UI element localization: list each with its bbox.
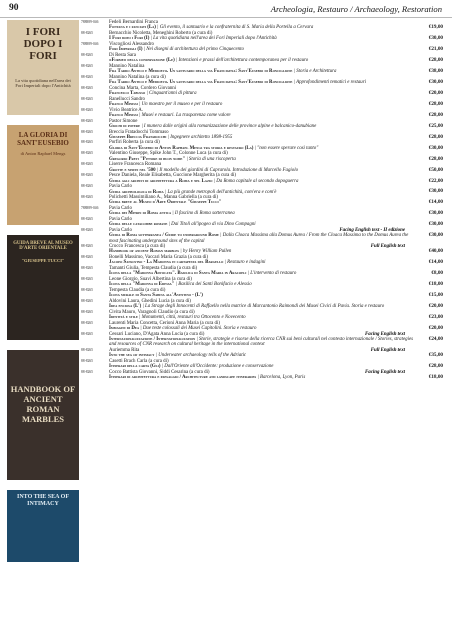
cover-title: INTO THE SEA OF INTIMACY [17,494,69,507]
edition-code: 88-8265 [81,184,93,189]
language-note: Facing English text [365,331,405,337]
edition-code: 88-8265 [81,162,93,167]
entry-description: | Il modello dei giardini di Caprarola. Introduzione di Marcello Fagiolo [155,167,299,173]
edition-code: 88-8265 [81,74,93,79]
catalogue-entry [81,42,443,52]
entry-title: Icona murale di Santa Sabina all'Aventino - (L') [109,293,203,299]
entry-description: | Gli evento, il santuario e la confraternita di S. Maria della Portella a Cervara [155,25,314,31]
entry-description: | Il fascino di Roma sotterranea [171,211,235,217]
catalogue-entry [81,151,443,161]
edition-code: 788889-046 [81,41,99,46]
cover-title: GUIDA BREVE AL MUSEO D'ARTE ORIENTALE [13,241,73,252]
entry-price: €18,00 [428,281,443,288]
entry-title-line [109,146,443,151]
entry-title: Guida breve al Museo d'Arte Orientale "Giuseppe Tucci" [109,200,222,206]
entry-price: €30,00 [428,188,443,195]
edition-code: 88-8265 [81,369,93,374]
book-cover [7,235,79,340]
entry-description: | Storia e Architettura [292,69,337,75]
entry-title-line [109,102,443,107]
entry-title: Immagini di Dea [109,326,140,332]
entry-description: | La più grande metropoli dell'antichità, com'era e com'è [163,189,277,195]
entry-author: Bonelli Massimo, Vaccari Maria Grazia (a cura di) [109,255,209,261]
entry-title-line [109,211,443,216]
entry-title-line [109,337,443,347]
entry-title-line [109,190,443,195]
entry-author: Liserre Francesca Romana [109,162,162,168]
entry-description: | Storia di una riscoperta [185,156,236,162]
entry-description: | Due teste colossali dei Musei Capitolini. Storia e restauro [139,326,257,332]
entry-price: €30,00 [428,232,443,239]
entry-description: | Ingegnere architetto 1898-1955 [166,134,233,140]
catalogue-entry [81,299,443,309]
entry-description: | L'intervento di restauro [246,271,297,277]
entry-price: €50,00 [428,166,443,173]
edition-code: 88-8265 [81,359,93,363]
entry-title-line [109,353,443,358]
entry-price: €22,00 [428,177,443,184]
entry-author: Pastor Simone [109,118,138,124]
entry-title-line [109,249,443,254]
edition-code: 88-8265 [81,228,93,233]
catalogue-entry [81,173,443,183]
entry-author: Tempesta Claudia (a cura di) [109,288,166,294]
entry-title: Gloria di Sant'Eusebio di Anton Raphael Mengs tra storia e restauro (La) [109,145,254,151]
entry-author: Vivio Beatrice A. [109,107,144,113]
entry-title: I Fori dopo i Fori (I) [109,36,150,42]
edition-code: 88-8265 [81,217,93,222]
entry-description: | La vita quotidiana nell'area dei Fori Imperiali dopo l'Antichità [149,36,277,42]
edition-code: 88-8265 [81,107,93,112]
entry-author: Pavia Carlo [109,228,132,234]
catalogue-entry [81,20,443,30]
entry-price: €20,00 [428,89,443,96]
entry-title: Icona della "Madonna Advocata". Basilica di Santa Maria in Aracoeli [109,271,247,277]
entry-title-line [109,233,443,243]
entry-author: Cessari Luciano, D'Agata Anna Lucia (a cura di) [109,331,205,337]
entry-title-line [109,375,443,380]
entry-price: €30,00 [428,210,443,217]
entry-title-line [109,304,443,309]
entry-author: Fedeli Bernardini Franca [109,20,158,25]
edition-code: 88-8265 [81,277,93,282]
catalogue-entry [81,162,443,172]
entry-description: | Nei disegni di architettura del primo Cinquecento [142,47,244,53]
entry-description: | Musei e restauri. La trasparenza come valore [137,112,231,118]
entry-author: Aldovini Laura, Ghedini Lucia (a cura di) [109,299,191,305]
entry-author: Concina Marta, Cordero Giovanni [109,85,177,91]
entry-description: | Dalla Cloaca Massima alla Domus Aurea / From the Cloaca Massima to the Domus Aurea the most fascinating underground sites of the capital [109,233,409,244]
edition-code: 88-8265 [81,255,93,260]
edition-code: 88-8265 [81,348,93,353]
entry-author: Bernacchio Nicoletta, Meneghini Roberto (a cura di) [109,30,213,36]
entry-author: Crocco Francesca (a cura di) [109,244,166,250]
entry-title-line [109,157,443,162]
entry-description: | Underwater archaeology tells of the Adriatic [154,353,247,359]
entry-title: Internazionalizzazione / Internationalization [109,337,196,343]
entry-author: Viscogliosi Alessandro [109,41,154,47]
entry-price: €28,00 [428,111,443,118]
catalogue-entry [81,130,443,140]
entry-author: Pavia Carlo [109,184,132,190]
edition-code: 88-8265 [81,63,93,68]
entry-price: €30,00 [428,144,443,151]
entry-title-line [109,282,443,287]
edition-code: 88-8265 [81,288,93,293]
catalogue-entry [81,370,443,380]
language-note: Facing English text - II edizione [339,228,405,234]
cover-subtitle: "GIUSEPPE TUCCI" [21,258,65,263]
entry-price: €28,00 [428,155,443,162]
entry-title: Guida delle catacombe romane [109,222,168,228]
entry-title-line [109,271,443,276]
language-note: Full English text [370,348,405,354]
entry-price: €40,00 [428,248,443,255]
catalogue-entry [81,288,443,298]
entry-description: | Un maestro per il museo e per il restauro [137,101,223,107]
entry-description: | Basilica dei Santi Bonifacio e Alessio [174,282,252,288]
catalogue-entry [81,255,443,265]
edition-code: 88-8265 [81,320,93,325]
cover-subtitle: La vita quotidiana nell'area dei Fori Imperiali dopo l'Antichità [15,78,71,88]
entry-title: Francesco Tabusso [109,90,146,96]
catalogue-entry [81,195,443,205]
entry-price: €28,00 [428,133,443,140]
entry-price: €14,00 [428,259,443,266]
entry-description: | Barcelona, Lyon, Paris [256,375,306,381]
entry-author: Ranellucci Sandro [109,96,145,102]
entry-price: €14,00 [428,199,443,206]
entry-description: | Dall'Oriente all'Occidente: produzione e conservazione [160,364,274,370]
entry-title-line [109,25,443,30]
entry-price: €38,00 [428,68,443,74]
page-header [0,0,452,18]
entry-title: Fori Imperiali (I) [109,47,143,53]
entry-title: Franco Minissi [109,101,138,107]
entry-title-line [109,135,443,140]
catalogue-entry [81,348,443,358]
entry-description: | Storie, strategie e risorse della ricerca CNR sui beni culturali nel contesto internazionale / Stories, strategies and resources of CNR research on cultural heritage in the international context [109,337,414,348]
entry-title-line [109,36,443,41]
entry-author: Mannino Natalina [109,63,145,69]
catalogue-entry [81,310,443,320]
entry-title: Fra Tardo Antico e Medioevo. Un santuario della via Francigena: Sant'Eusebio di Ronciglione [109,69,293,75]
entry-description: | Da Roma capitale al secondo dopoguerra [212,178,299,184]
entry-title-line [109,113,443,118]
entry-author: Civita Mauro, Varagnoli Claudio (a cura di) [109,309,195,315]
entry-description: | Intenzioni e prassi dell'architettura contemporanea per il restauro [174,58,309,64]
catalogue-entry [81,244,443,254]
entry-description: | La Strage degli Innocenti di Raffaello nella matrice di Marcantonio Raimondi dei Musei Civici di Pavia. Storia e restauro [141,304,385,310]
entry-title: Jacopo Sansovino - La Madonna in cartapesta del Bargello [109,260,224,266]
entry-title: Fontana e i fanciati (La) [109,25,156,31]
catalogue-entry [81,64,443,74]
cover-title: LA GLORIA DI SANT'EUSEBIO [17,131,69,147]
entry-title-line [109,47,443,52]
entry-description: | "non essere sperare così tanto" [253,145,319,151]
entry-price: €30,00 [428,35,443,42]
book-cover [7,125,79,225]
language-note: Facing English text [365,369,405,375]
entry-price: €18,00 [428,374,443,381]
entry-title: Guida archeologica di Roma [109,189,164,195]
entry-price: €25,00 [428,122,443,129]
entry-title-line [109,179,443,184]
catalogue-entry [81,97,443,107]
entry-title: Handbook of ancient Roman marbles [109,249,180,255]
entry-author: Laurenti Maria Concetta, Cerioni Anna Maria (a cura di) [109,320,220,326]
entry-description: | Approfondimenti tematici e restauri [292,79,366,85]
page-number: 90 [9,3,19,13]
entry-title: Idea enciosa (L') [109,304,142,310]
entry-title: Itinerari di architettura e paesaggio / Architecture and landscape itineraries [109,375,257,381]
entry-title: Itinerari della carta (Gli) [109,364,161,370]
entry-title: Grotte e ninfei nel '500 [109,167,156,173]
catalogue-entry [81,31,443,41]
book-cover [7,20,79,115]
entry-price: €28,00 [428,57,443,64]
entry-title: Franco Minissi [109,112,138,118]
catalogue-entry [81,75,443,85]
entry-title-line [109,58,443,63]
catalogue-entry [81,206,443,216]
edition-code: 88-8265 [81,96,93,101]
entry-author: Pavia Carlo [109,217,132,223]
edition-code: 88-8265 [81,129,93,134]
entry-author: Pesce Daniela, Reale Elisabetta, Guccione Margherita (a cura di) [109,173,237,179]
entry-title-line [109,315,443,320]
entry-author: Pavia Carlo [109,206,132,212]
entry-title-line [109,364,443,369]
catalogue-entry [81,266,443,276]
edition-code: 88-8265 [81,195,93,200]
catalogue-entry [81,184,443,194]
edition-code: 88-8265 [81,309,93,314]
entry-title: Guida di Roma sotterranea / Guide to underground Rome [109,233,219,239]
entry-author: Cocco Battista Giovanni, Siddi Cesarina (a cura di) [109,369,210,375]
entry-author: Breccia Fratadocchi Tommaso [109,129,169,135]
entry-author: Auriemma Rita [109,348,140,354]
entry-title: Icona della "Madonna di Edessa" [109,282,175,288]
entry-title-line [109,124,443,129]
entry-title: Giuseppe Breccia Fratadocchi [109,134,167,140]
entry-title: Guida dei Mitrei di Roma antica [109,211,172,217]
catalogue-entry [81,86,443,96]
entry-description: | Cinquant'anni di pittura [145,90,197,96]
entry-title-line [109,222,443,227]
edition-code: 88-8265 [81,299,93,304]
entry-title-line [109,80,443,85]
catalogue-entry [81,53,443,63]
cover-title: I FORI DOPO I FORI [23,26,63,62]
entry-title-line [109,91,443,96]
edition-code: 88-8265 [81,151,93,156]
entry-title: Identità e stile [109,315,138,321]
entry-price: €30,00 [428,221,443,228]
entry-price: €35,00 [428,352,443,359]
entry-description: | I munera dalle origini alla romanizzazione delle province alpine e balcanico-danubiane [140,123,317,129]
catalogue-entry [81,332,443,348]
catalogue-entry [81,217,443,227]
entry-title: Giochi di potere [109,123,141,129]
entry-price: €20,00 [428,303,443,310]
language-note: Full English text [370,244,405,250]
catalogue-entry [81,108,443,118]
edition-code: 88-8265 [81,244,93,249]
entry-description: | Restauro e indagini [223,260,266,266]
entry-author: Casetti Brach Carla (a cura di) [109,359,169,364]
book-cover [7,490,79,562]
entry-price: €23,00 [428,314,443,321]
book-cover [7,350,79,480]
catalogue-entry [81,359,443,369]
entry-price: €28,00 [428,100,443,107]
catalogue-entry [81,277,443,287]
entry-price: €30,00 [428,78,443,85]
edition-code: 788889-046 [81,20,99,24]
entry-price: €15,00 [428,292,443,299]
entry-author: Tamanti Giulia, Tempesta Claudia (a cura di) [109,266,198,272]
catalogue-entry [81,228,443,244]
edition-code: 88-8265 [81,173,93,178]
running-title: Archeologia, Restauro / Archaeology, Restoration [270,4,442,14]
cover-subtitle: di Anton Raphael Mengs [20,151,66,156]
entry-description: | by Henry William Pullen [179,249,232,255]
edition-code: 788889-046 [81,206,99,211]
entry-author: Di Resta Sara [109,52,136,58]
edition-code: 88-8265 [81,30,93,35]
catalogue-list [81,20,443,381]
entry-price: €24,00 [428,336,443,343]
cover-title: HANDBOOK OF ANCIENT ROMAN MARBLES [10,384,76,424]
edition-code: 88-8265 [81,140,93,145]
entry-title-line [109,260,443,265]
entry-description: | Monumenti, città, restauri tra Ottocento e Novecento [137,315,246,321]
catalogue-entry [81,119,443,129]
entry-author: Porfiri Roberta (a cura di) [109,140,160,146]
catalogue-entry [81,321,443,331]
entry-price: €20,00 [428,325,443,332]
entry-title: «Forme» della conservazione (Le) [109,58,175,64]
entry-title-line [109,200,443,205]
entry-author: Leone Giorgio, Suavi Albertina (a cura di) [109,277,192,283]
entry-title-line [109,69,443,74]
entry-description: | Dai Titoli all'ipogeo di via Dino Compagni [167,222,256,228]
entry-author: Polichetti Massimiliano A., Manna Gabriella (a cura di) [109,195,219,201]
entry-price: €21,00 [428,46,443,53]
entry-title: Gregorio Preti "Pittore di buon nome" [109,156,186,162]
entry-title-line [109,293,443,298]
entry-title: Guida agli archivi di architettura a Roma e nel Lazio [109,178,213,184]
entry-title-line [109,326,443,331]
entry-price: €19,00 [428,24,443,31]
edition-code: 88-8265 [81,118,93,123]
entry-title: Into the sea of intimacy [109,353,155,359]
entry-author: Valentino Giuseppe, Spike John T., Colonne Luca (a cura di) [109,151,228,157]
entry-price: €8,00 [431,270,443,277]
edition-code: 88-8265 [81,266,93,271]
entry-author: Mannino Natalina (a cura di) [109,74,166,80]
entry-price: €28,00 [428,363,443,370]
edition-code: 88-8265 [81,52,93,57]
edition-code: 88-8265 [81,85,93,90]
entry-title: Fra Tardo Antico e Medioevo. Un santuario della via Francigena: Sant'Eusebio di Ronciglione [109,79,293,85]
catalogue-entry [81,140,443,150]
edition-code: 88-8265 [81,331,93,336]
entry-title-line [109,168,443,173]
